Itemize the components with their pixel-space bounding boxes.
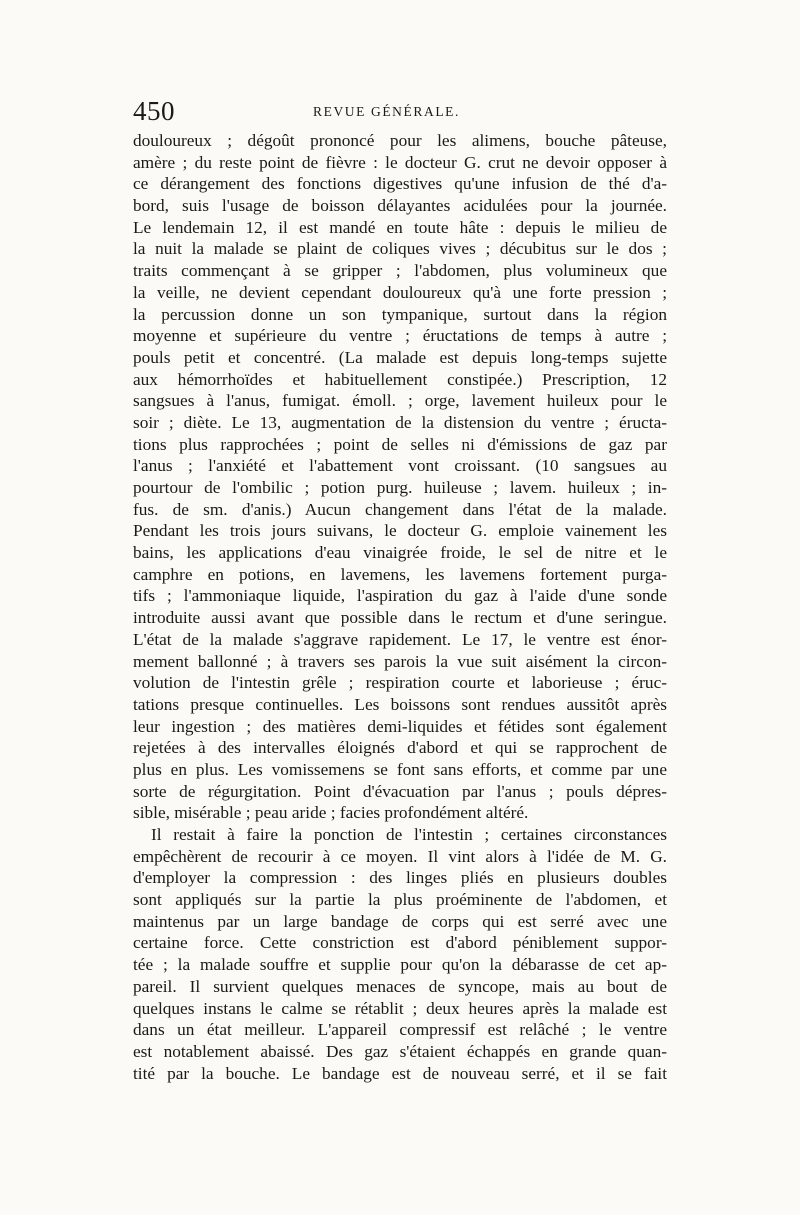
text-line: douloureux ; dégoût prononcé pour les alimens, bouche pâteuse, [133,131,667,150]
text-line: volution de l'intestin grêle ; respiration courte et laborieuse ; éruc- [133,673,667,693]
body-text [133,130,667,1084]
text-line: tée ; la malade souffre et supplie pour qu'on la débarasse de cet ap- [133,955,667,975]
text-line: moyenne et supérieure du ventre ; éructations de temps à autre ; [133,326,667,346]
text-line: bains, les applications d'eau vinaigrée froide, le sel de nitre et le [133,543,667,563]
text-line: pouls petit et concentré. (La malade est depuis long-temps sujette [133,347,667,367]
text-line: pareil. Il survient quelques menaces de syncope, mais au bout de [133,976,667,996]
text-line: est notablement abaissé. Des gaz s'étaient échappés en grande quan- [133,1041,667,1061]
text-line: leur ingestion ; des matières demi-liquides et fétides sont également [133,716,667,736]
text-line: empêchèrent de recourir à ce moyen. Il vint alors à l'idée de M. G. [133,846,667,866]
page-header [133,96,667,126]
text-line: soir ; diète. Le 13, augmentation de la distension du ventre ; éructa- [133,412,667,432]
text-line: mement ballonné ; à travers ses parois la vue suit aisément la circon- [133,651,667,671]
text-line: rejetées à des intervalles éloignés d'abord et qui se rapprochent de [133,738,667,758]
text-line: quelques instans le calme se rétablit ; deux heures après la malade est [133,998,667,1018]
text-line: tations presque continuelles. Les boissons sont rendues aussitôt après [133,694,667,714]
page-number: 450 [133,96,175,126]
text-line: tions plus rapprochées ; point de selles ni d'émissions de gaz par [133,434,667,454]
text-line: Le lendemain 12, il est mandé en toute hâte : depuis le milieu de [133,217,667,237]
text-line: tifs ; l'ammoniaque liquide, l'aspiration du gaz à l'aide d'une sonde [133,586,667,606]
text-line: la percussion donne un son tympanique, surtout dans la région [133,304,667,324]
text-line: L'état de la malade s'aggrave rapidement. Le 17, le ventre est énor- [133,629,667,649]
text-line: ce dérangement des fonctions digestives qu'une infusion de thé d'a- [133,174,667,194]
paragraph-first-line: Il restait à faire la ponction de l'intestin ; certaines circonstances [151,825,667,844]
text-line: fus. de sm. d'anis.) Aucun changement dans l'état de la malade. [133,499,667,519]
running-title: REVUE GÉNÉRALE. [313,104,460,119]
text-line: l'anus ; l'anxiété et l'abattement vont croissant. (10 sangsues au [133,456,667,476]
text-line: amère ; du reste point de fièvre : le docteur G. crut ne devoir opposer à [133,152,667,172]
text-line: tité par la bouche. Le bandage est de nouveau serré, et il se fait [133,1063,667,1083]
text-line: introduite aussi avant que possible dans le rectum et d'une seringue. [133,608,667,628]
text-line: maintenus par un large bandage de corps qui est serré avec une [133,911,667,931]
text-line: sangsues à l'anus, fumigat. émoll. ; orge, lavement huileux pour le [133,391,667,411]
text-line: camphre en potions, en lavemens, les lavemens fortement purga- [133,564,667,584]
text-line: aux hémorrhoïdes et habituellement constipée.) Prescription, 12 [133,369,667,389]
text-line: plus en plus. Les vomissemens se font sans efforts, et comme par une [133,759,667,779]
text-line: sont appliqués sur la partie la plus proéminente de l'abdomen, et [133,890,667,910]
text-line: sorte de régurgitation. Point d'évacuation par l'anus ; pouls dépres- [133,781,667,801]
text-line: d'employer la compression : des linges pliés en plusieurs doubles [133,868,667,888]
paragraph-last-line: sible, misérable ; peau aride ; facies profondément altéré. [133,803,529,823]
text-line: pourtour de l'ombilic ; potion purg. huileuse ; lavem. huileux ; in- [133,478,667,497]
text-line: la nuit la malade se plaint de coliques vives ; décubitus sur le dos ; [133,239,667,259]
text-line: bord, suis l'usage de boisson délayantes acidulées pour la journée. [133,196,667,216]
text-line: dans un état meilleur. L'appareil compressif est relâché ; le ventre [133,1020,667,1040]
text-line: Pendant les trois jours suivans, le docteur G. emploie vainement les [133,521,667,541]
text-line: traits commençant à se gripper ; l'abdomen, plus volumineux que [133,261,667,281]
text-line: certaine force. Cette constriction est d'abord péniblement suppor- [133,933,667,953]
text-line: la veille, ne devient cependant douloureux qu'à une forte pression ; [133,282,667,302]
